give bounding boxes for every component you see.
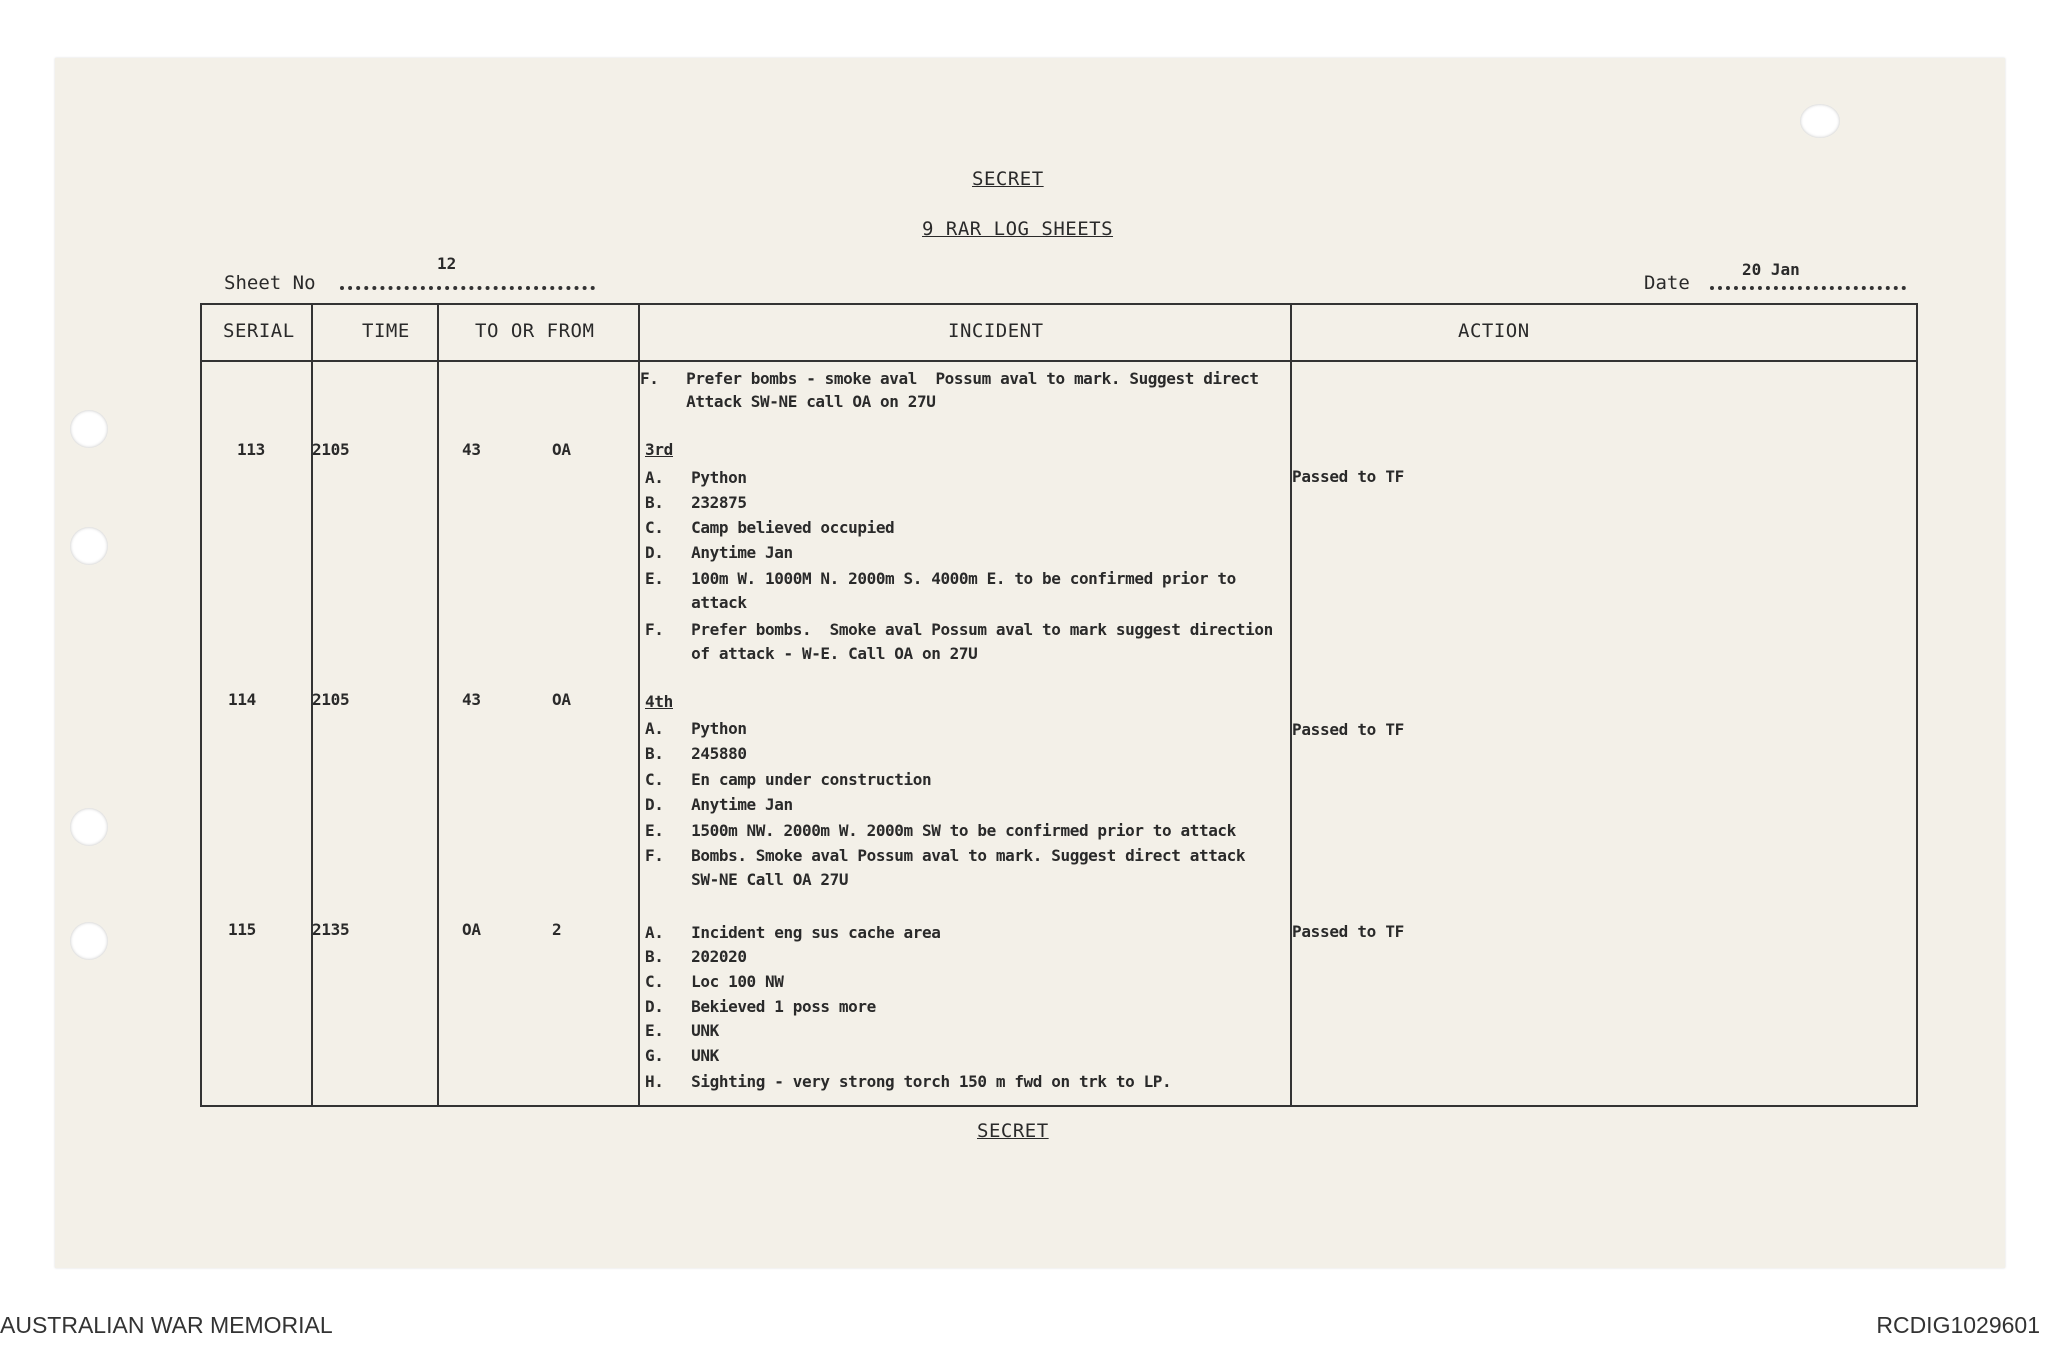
col-header-time: TIME xyxy=(362,320,410,342)
sheet-dotted-line xyxy=(340,286,595,290)
to-cell: OA xyxy=(462,920,481,939)
document-title: 9 RAR LOG SHEETS xyxy=(922,218,1114,240)
incident-line: B. 202020 xyxy=(645,947,747,966)
sheet-label: Sheet No xyxy=(224,272,316,294)
to-cell: 43 xyxy=(462,690,481,709)
from-cell: OA xyxy=(552,690,571,709)
incident-line: A. Incident eng sus cache area xyxy=(645,923,941,942)
action-cell: Passed to TF xyxy=(1292,720,1404,739)
serial-cell: 113 xyxy=(237,440,265,459)
incident-line: of attack - W-E. Call OA on 27U xyxy=(645,644,978,663)
date-label: Date xyxy=(1644,272,1690,294)
col-header-incident: INCIDENT xyxy=(948,320,1044,342)
incident-line: B. 232875 xyxy=(645,493,747,512)
time-cell: 2135 xyxy=(312,920,350,939)
incident-line: B. 245880 xyxy=(645,744,747,763)
punch-hole xyxy=(70,410,108,448)
date-dotted-line xyxy=(1710,286,1906,290)
footer-institution: AUSTRALIAN WAR MEMORIAL xyxy=(0,1312,333,1338)
incident-line: H. Sighting - very strong torch 150 m fwd on trk to LP. xyxy=(645,1072,1172,1091)
incident-carryover-line: F. Prefer bombs - smoke aval Possum aval to mark. Suggest direct xyxy=(640,369,1259,388)
incident-carryover-line: Attack SW-NE call OA on 27U xyxy=(640,392,936,411)
log-table xyxy=(200,303,1918,1107)
incident-line: A. Python xyxy=(645,719,747,738)
sheet-number: 12 xyxy=(437,254,457,273)
punch-hole xyxy=(1800,104,1840,138)
col-header-to-or-from: TO OR FROM xyxy=(475,320,595,342)
incident-line: C. Camp believed occupied xyxy=(645,518,895,537)
punch-hole xyxy=(70,808,108,846)
incident-line: D. Anytime Jan xyxy=(645,543,793,562)
action-cell: Passed to TF xyxy=(1292,467,1404,486)
col-divider xyxy=(638,303,640,1107)
time-cell: 2105 xyxy=(312,690,350,709)
col-divider xyxy=(437,303,439,1107)
from-cell: 2 xyxy=(552,920,562,939)
incident-line: C. Loc 100 NW xyxy=(645,972,784,991)
to-cell: 43 xyxy=(462,440,481,459)
col-divider xyxy=(1290,303,1292,1107)
incident-line: F. Prefer bombs. Smoke aval Possum aval to mark suggest direction xyxy=(645,620,1273,639)
punch-hole xyxy=(70,922,108,960)
from-cell: OA xyxy=(552,440,571,459)
classification-top: SECRET xyxy=(972,168,1044,190)
incident-line: SW-NE Call OA 27U xyxy=(645,870,849,889)
incident-line: E. UNK xyxy=(645,1021,719,1040)
incident-line: D. Anytime Jan xyxy=(645,795,793,814)
incident-line: F. Bombs. Smoke aval Possum aval to mark. Suggest direct attack xyxy=(645,846,1246,865)
incident-heading: 3rd xyxy=(645,440,673,459)
col-header-action: ACTION xyxy=(1458,320,1530,342)
serial-cell: 114 xyxy=(228,690,256,709)
punch-hole xyxy=(70,527,108,565)
incident-line: A. Python xyxy=(645,468,747,487)
incident-line: attack xyxy=(645,593,747,612)
incident-line: E. 1500m NW. 2000m W. 2000m SW to be confirmed prior to attack xyxy=(645,821,1236,840)
action-cell: Passed to TF xyxy=(1292,922,1404,941)
incident-line: E. 100m W. 1000M N. 2000m S. 4000m E. to be confirmed prior to xyxy=(645,569,1236,588)
incident-line: C. En camp under construction xyxy=(645,770,932,789)
footer-record-id: RCDIG1029601 xyxy=(1876,1312,2040,1338)
date-value: 20 Jan xyxy=(1742,260,1800,279)
classification-bottom: SECRET xyxy=(977,1120,1049,1142)
col-header-serial: SERIAL xyxy=(223,320,295,342)
header-divider xyxy=(200,360,1918,362)
incident-heading: 4th xyxy=(645,692,673,711)
serial-cell: 115 xyxy=(228,920,256,939)
incident-line: D. Bekieved 1 poss more xyxy=(645,997,876,1016)
time-cell: 2105 xyxy=(312,440,350,459)
incident-line: G. UNK xyxy=(645,1046,719,1065)
